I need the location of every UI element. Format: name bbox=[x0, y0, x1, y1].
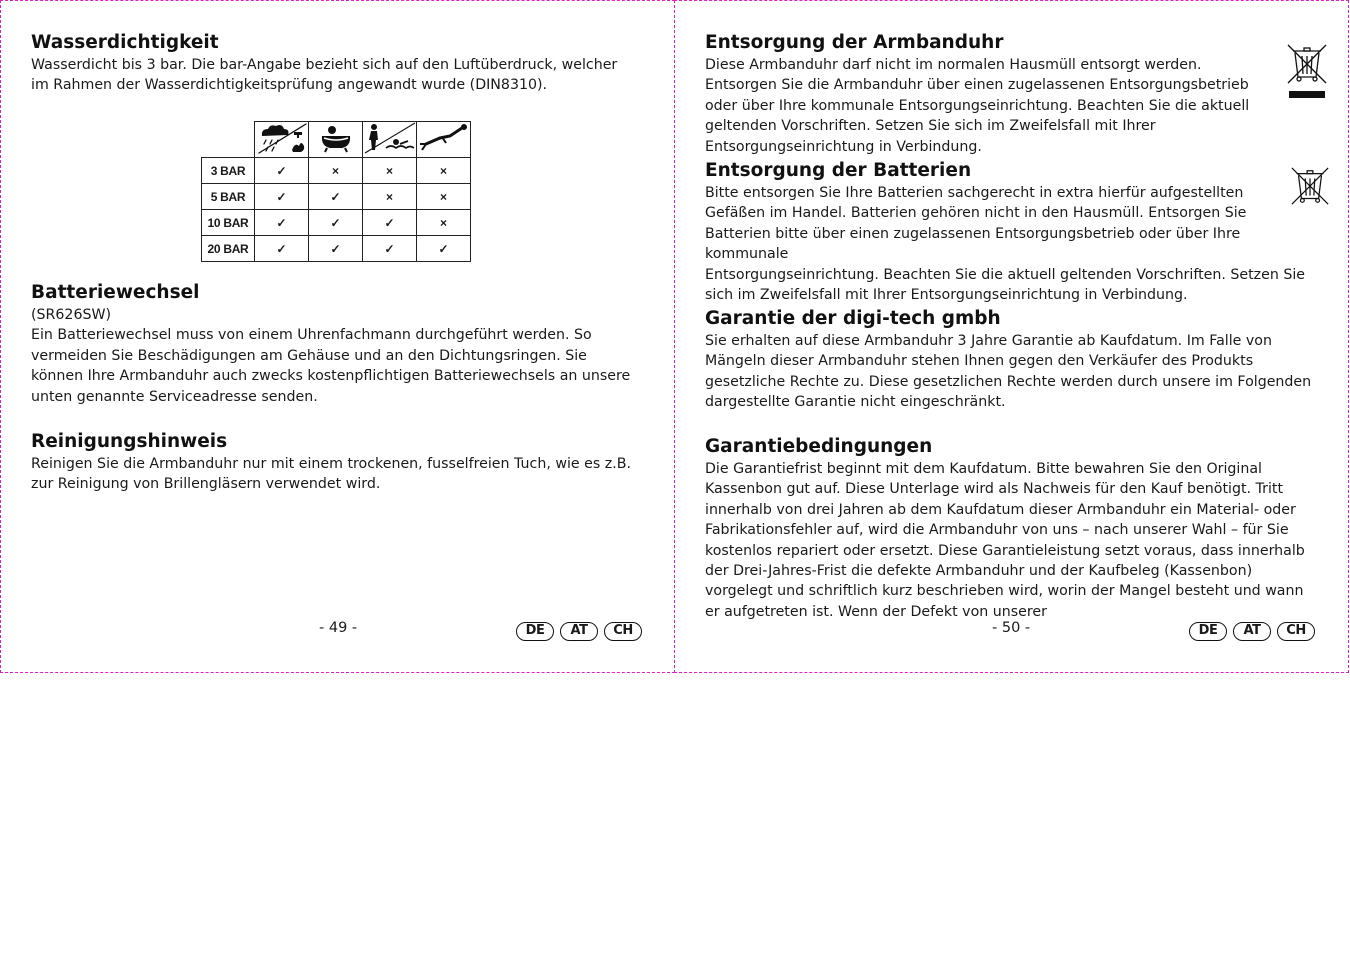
row-label: 20 BAR bbox=[202, 236, 255, 262]
cross-mark: × bbox=[417, 210, 471, 236]
cross-mark: × bbox=[417, 158, 471, 184]
bathing-icon bbox=[309, 122, 363, 158]
water-resistance-text: Wasserdicht bis 3 bar. Die bar-Angabe bezieht sich auf den Luftüberdruck, welcher im Rahmen der Wasserdichtigkeitsprüfung angewandt wurde (DIN8310). bbox=[31, 57, 618, 94]
badge-de: DE bbox=[1189, 622, 1227, 641]
disposal-battery-text-cont: Entsorgungseinrichtung. Beachten Sie die aktuell geltenden Vorschriften. Setzen Sie sich im Zweifelsfall mit Ihrer Entsorgungseinrichtung in Verbindung. bbox=[705, 266, 1306, 304]
cleaning-text: Reinigen Sie die Armbanduhr nur mit einem trockenen, fusselfreien Tuch, wie es z.B. zur Reinigung von Brillengläsern verwendet wird. bbox=[31, 456, 631, 493]
check-mark: ✓ bbox=[309, 236, 363, 262]
guarantee-title: Garantie der digi-tech gmbh bbox=[705, 308, 1001, 329]
check-mark: ✓ bbox=[363, 236, 417, 262]
check-mark: ✓ bbox=[255, 210, 309, 236]
row-label: 10 BAR bbox=[202, 210, 255, 236]
crossed-bin-icon bbox=[1289, 166, 1331, 212]
section-disposal-battery bbox=[705, 159, 1315, 305]
country-badges bbox=[516, 622, 642, 641]
row-label: 5 BAR bbox=[202, 184, 255, 210]
guarantee-text: Sie erhalten auf diese Armbanduhr 3 Jahre Garantie ab Kaufdatum. Im Falle von Mängeln dieser Armbanduhr stehen Ihnen gegen den Verkäufer des Produkts gesetzliche Rechte zu. Diese gesetzlichen Rechte werden durch unsere im Folgenden dargestellte Garantie nicht eingeschränkt. bbox=[705, 333, 1312, 411]
table-row-20bar bbox=[202, 236, 471, 262]
badge-at: AT bbox=[1233, 622, 1271, 641]
battery-change-text: Ein Batteriewechsel muss von einem Uhrenfachmann durchgeführt werden. So vermeiden Sie Beschädigungen am Gehäuse und an den Dichtungsringen. Sie können Ihre Armbanduhr auch zwecks kostenpflichtigen Batteriewechsels an unsere unten genannte Serviceadresse senden. bbox=[31, 327, 631, 405]
battery-change-title: Batteriewechsel bbox=[31, 282, 200, 303]
cleaning-title: Reinigungshinweis bbox=[31, 431, 228, 452]
rain-splash-icon bbox=[255, 122, 309, 158]
section-cleaning bbox=[31, 430, 636, 495]
guarantee-conditions-title: Garantiebedingungen bbox=[705, 436, 933, 457]
disposal-battery-text: Bitte entsorgen Sie Ihre Batterien sachgerecht in extra hierfür aufgestellten Gefäßen im Handel. Batterien gehören nicht in den Hausmüll. Entsorgen Sie Batterien bitte über einen zugelassenen Entsorgungsbetrieb oder über Ihre kommunale bbox=[705, 185, 1247, 263]
page-49 bbox=[0, 0, 675, 673]
badge-ch: CH bbox=[604, 622, 642, 641]
table-row-10bar bbox=[202, 210, 471, 236]
badge-de: DE bbox=[516, 622, 554, 641]
check-mark: ✓ bbox=[255, 184, 309, 210]
battery-model: (SR626SW) bbox=[31, 307, 112, 323]
cross-mark: × bbox=[363, 158, 417, 184]
page-number: - 49 - bbox=[319, 620, 358, 636]
page-50 bbox=[674, 0, 1349, 673]
table-row-3bar bbox=[202, 158, 471, 184]
cross-mark: × bbox=[363, 184, 417, 210]
disposal-battery-title: Entsorgung der Batterien bbox=[705, 160, 972, 181]
crossed-bin-bar-icon bbox=[1285, 43, 1329, 105]
table-row-5bar bbox=[202, 184, 471, 210]
check-mark: ✓ bbox=[255, 158, 309, 184]
check-mark: ✓ bbox=[417, 236, 471, 262]
badge-ch: CH bbox=[1277, 622, 1315, 641]
section-battery-change bbox=[31, 281, 636, 407]
check-mark: ✓ bbox=[309, 184, 363, 210]
country-badges bbox=[1189, 622, 1315, 641]
section-disposal-watch bbox=[705, 31, 1315, 157]
guarantee-conditions-text: Die Garantiefrist beginnt mit dem Kaufdatum. Bitte bewahren Sie den Original Kassenbon gut auf. Diese Unterlage wird als Nachweis für den Kauf benötigt. Tritt innerhalb von drei Jahren ab dem Kaufdatum dieser Armbanduhr ein Material- oder Fabrikationsfehler auf, wird die Armbanduhr von uns – nach unserer Wahl – für Sie kostenlos repariert oder ersetzt. Diese Garantieleistung setzt voraus, dass innerhalb der Drei-Jahres-Frist die defekte Armbanduhr und der Kaufbeleg (Kassenbon) vorgelegt und schriftlich kurz beschrieben wird, worin der Mangel besteht und wann er aufgetreten ist. Wenn der Defekt von unserer bbox=[705, 461, 1305, 620]
section-guarantee-conditions bbox=[705, 435, 1315, 622]
badge-at: AT bbox=[560, 622, 598, 641]
table-corner bbox=[202, 122, 255, 158]
disposal-watch-text: Diese Armbanduhr darf nicht im normalen Hausmüll entsorgt werden. Entsorgen Sie die Armbanduhr über einen zugelassenen Entsorgungsbetrieb oder über Ihre kommunale Entsorgungseinrichtung. Beachten Sie die aktuell geltenden Vorschriften. Setzen Sie sich im Zweifelsfall mit Ihrer Entsorgungseinrichtung in Verbindung. bbox=[705, 57, 1250, 155]
diving-icon bbox=[417, 122, 471, 158]
cross-mark: × bbox=[309, 158, 363, 184]
check-mark: ✓ bbox=[309, 210, 363, 236]
section-water-resistance bbox=[31, 31, 636, 96]
shower-swim-icon bbox=[363, 122, 417, 158]
section-guarantee bbox=[705, 307, 1315, 413]
row-label: 3 BAR bbox=[202, 158, 255, 184]
water-resistance-title: Wasserdichtigkeit bbox=[31, 32, 219, 53]
check-mark: ✓ bbox=[255, 236, 309, 262]
check-mark: ✓ bbox=[363, 210, 417, 236]
page-number: - 50 - bbox=[992, 620, 1031, 636]
water-resistance-table bbox=[201, 121, 471, 262]
cross-mark: × bbox=[417, 184, 471, 210]
disposal-watch-title: Entsorgung der Armbanduhr bbox=[705, 32, 1004, 53]
table-header-row bbox=[202, 122, 471, 158]
